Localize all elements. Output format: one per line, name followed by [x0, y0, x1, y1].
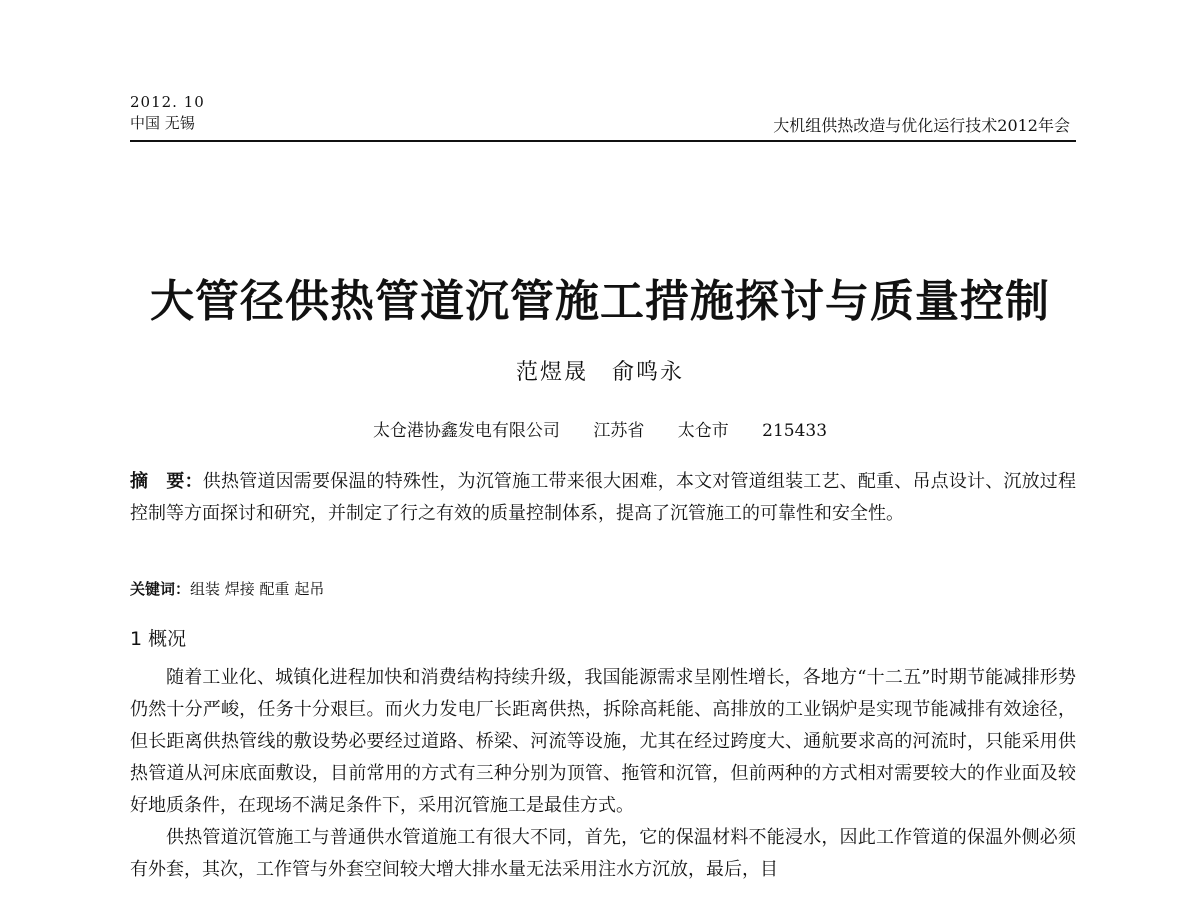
body-paragraph: 随着工业化、城镇化进程加快和消费结构持续升级，我国能源需求呈刚性增长，各地方“十二五”时期节能减排形势仍然十分严峻，任务十分艰巨。而火力发电厂长距离供热，拆除高耗能、高排放的工业锅炉是实现节能减排有效途径，但长距离供热管线的敷设势必要经过道路、桥梁、河流等设施，尤其在经过跨度大、通航要求高的河流时，只能采用供热管道从河床底面敷设，目前常用的方式有三种分别为顶管、拖管和沉管，但前两种的方式相对需要较大的作业面及较好地质条件，在现场不满足条件下，采用沉管施工是最佳方式。: [130, 667, 1076, 816]
affiliation-org: 太仓港协鑫发电有限公司: [372, 421, 560, 441]
affiliation-city: 太仓市: [677, 421, 729, 441]
keywords-text: 组装 焊接 配重 起吊: [190, 580, 325, 598]
abstract-label: 摘 要：: [130, 471, 203, 492]
header-place: 中国 无锡: [130, 114, 195, 132]
body-paragraph: 供热管道沉管施工与普通供水管道施工有很大不同，首先，它的保温材料不能浸水，因此工作管道的保温外侧必须有外套，其次，工作管与外套空间较大增大排水量无法采用注水方沉放，最后，目: [130, 827, 1076, 880]
affiliation-province: 江苏省: [593, 421, 645, 441]
abstract: [130, 466, 1076, 530]
header-conference: 大机组供热改造与优化运行技术2012年会: [773, 116, 1070, 135]
section-body: [130, 662, 1076, 886]
section-heading: 1 概况: [130, 628, 187, 650]
keywords: [130, 578, 324, 600]
keywords-label: 关键词：: [130, 580, 191, 598]
header-date: 2012. 10: [130, 93, 205, 111]
paper-affiliation: [0, 420, 1200, 442]
paper-authors: 范煜晟 俞鸣永: [515, 360, 684, 385]
abstract-text: 供热管道因需要保温的特殊性，为沉管施工带来很大困难，本文对管道组装工艺、配重、吊点设计、沉放过程控制等方面探讨和研究，并制定了行之有效的质量控制体系，提高了沉管施工的可靠性和安全性。: [130, 471, 1077, 524]
header-rule: [130, 140, 1076, 142]
paper-title: 大管径供热管道沉管施工措施探讨与质量控制: [150, 276, 1050, 327]
affiliation-postcode: 215433: [762, 421, 828, 441]
